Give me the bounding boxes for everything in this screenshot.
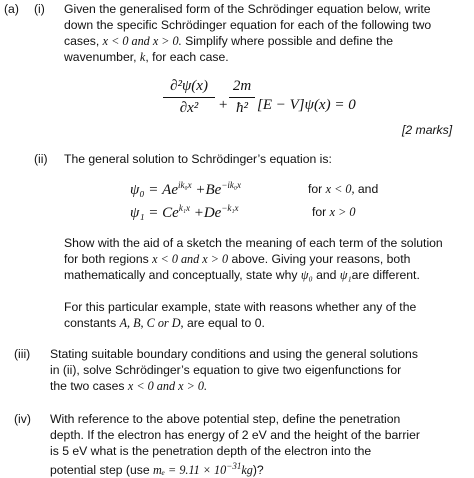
- part-a-label: (a): [4, 2, 19, 16]
- a-i-line-3: cases, x < 0 and x > 0. Simplify where possible and define the: [64, 34, 394, 48]
- equation-frac-1: ∂²ψ(x) ∂x²: [163, 78, 215, 117]
- solution-eq-2-condition: for x > 0: [312, 205, 356, 219]
- a-iv-line3: is 5 eV what is the penetration depth of the electron into the: [50, 444, 372, 458]
- a-iv-line4: potential step (use $m_e = 9.11 \times 10^{-31}kg$)?: [50, 461, 264, 478]
- solution-eq-2: $\psi_1 = Ce^{k_1x} +De^{-k_1x}$: [130, 203, 239, 221]
- part-a-i-label: (i): [34, 2, 45, 16]
- equation-plus: +: [218, 97, 229, 113]
- a-iii-line1: Stating suitable boundary conditions and using the general solutions: [50, 347, 418, 361]
- a-ii-intro: The general solution to Schrödinger’s equation is:: [64, 152, 332, 166]
- a-iv-line1: With reference to the above potential step, define the penetration: [50, 412, 401, 426]
- marks-label: [2 marks]: [402, 123, 453, 137]
- part-a-ii-label: (ii): [34, 152, 48, 166]
- a-iv-line2: depth. If the electron has energy of 2 eV and the height of the barrier: [50, 428, 420, 442]
- a-ii-para1-line3: mathematically and conceptually, state why ψ₀ and ψ₁are different.: [64, 268, 420, 282]
- a-ii-para2-line1: For this particular example, state with reasons whether any of the: [64, 300, 417, 314]
- a-i-line-4: wavenumber, k, for each case.: [64, 50, 229, 64]
- a-i-line-2: down the specific Schrödinger equation for each of the following two: [64, 18, 432, 32]
- a-ii-para1-line2: for both regions x < 0 and x > 0 above. Giving your reasons, both: [64, 252, 411, 266]
- a-iii-line3: the two cases x < 0 and x > 0.: [50, 379, 207, 393]
- part-a-iv-label: (iv): [14, 412, 31, 426]
- part-a-iii-label: (iii): [14, 347, 31, 361]
- a-ii-para1-line1: Show with the aid of a sketch the meaning of each term of the solution: [64, 236, 443, 250]
- a-ii-para2-line2: constants A, B, C or D, are equal to 0.: [64, 316, 265, 330]
- equation-frac-2: 2m ħ²: [229, 78, 255, 117]
- solution-eq-1: $\psi_0 = Ae^{ik_0x} +Be^{-ik_0x}$: [130, 180, 242, 198]
- solution-eq-1-condition: for x < 0, and: [308, 182, 379, 196]
- a-i-line-1: Given the generalised form of the Schrödinger equation below, write: [64, 2, 431, 16]
- a-iii-line2: in (ii), solve Schrödinger’s equation to give two eigenfunctions for: [50, 363, 402, 377]
- equation-rest: [E − V]ψ(x) = 0: [257, 97, 356, 113]
